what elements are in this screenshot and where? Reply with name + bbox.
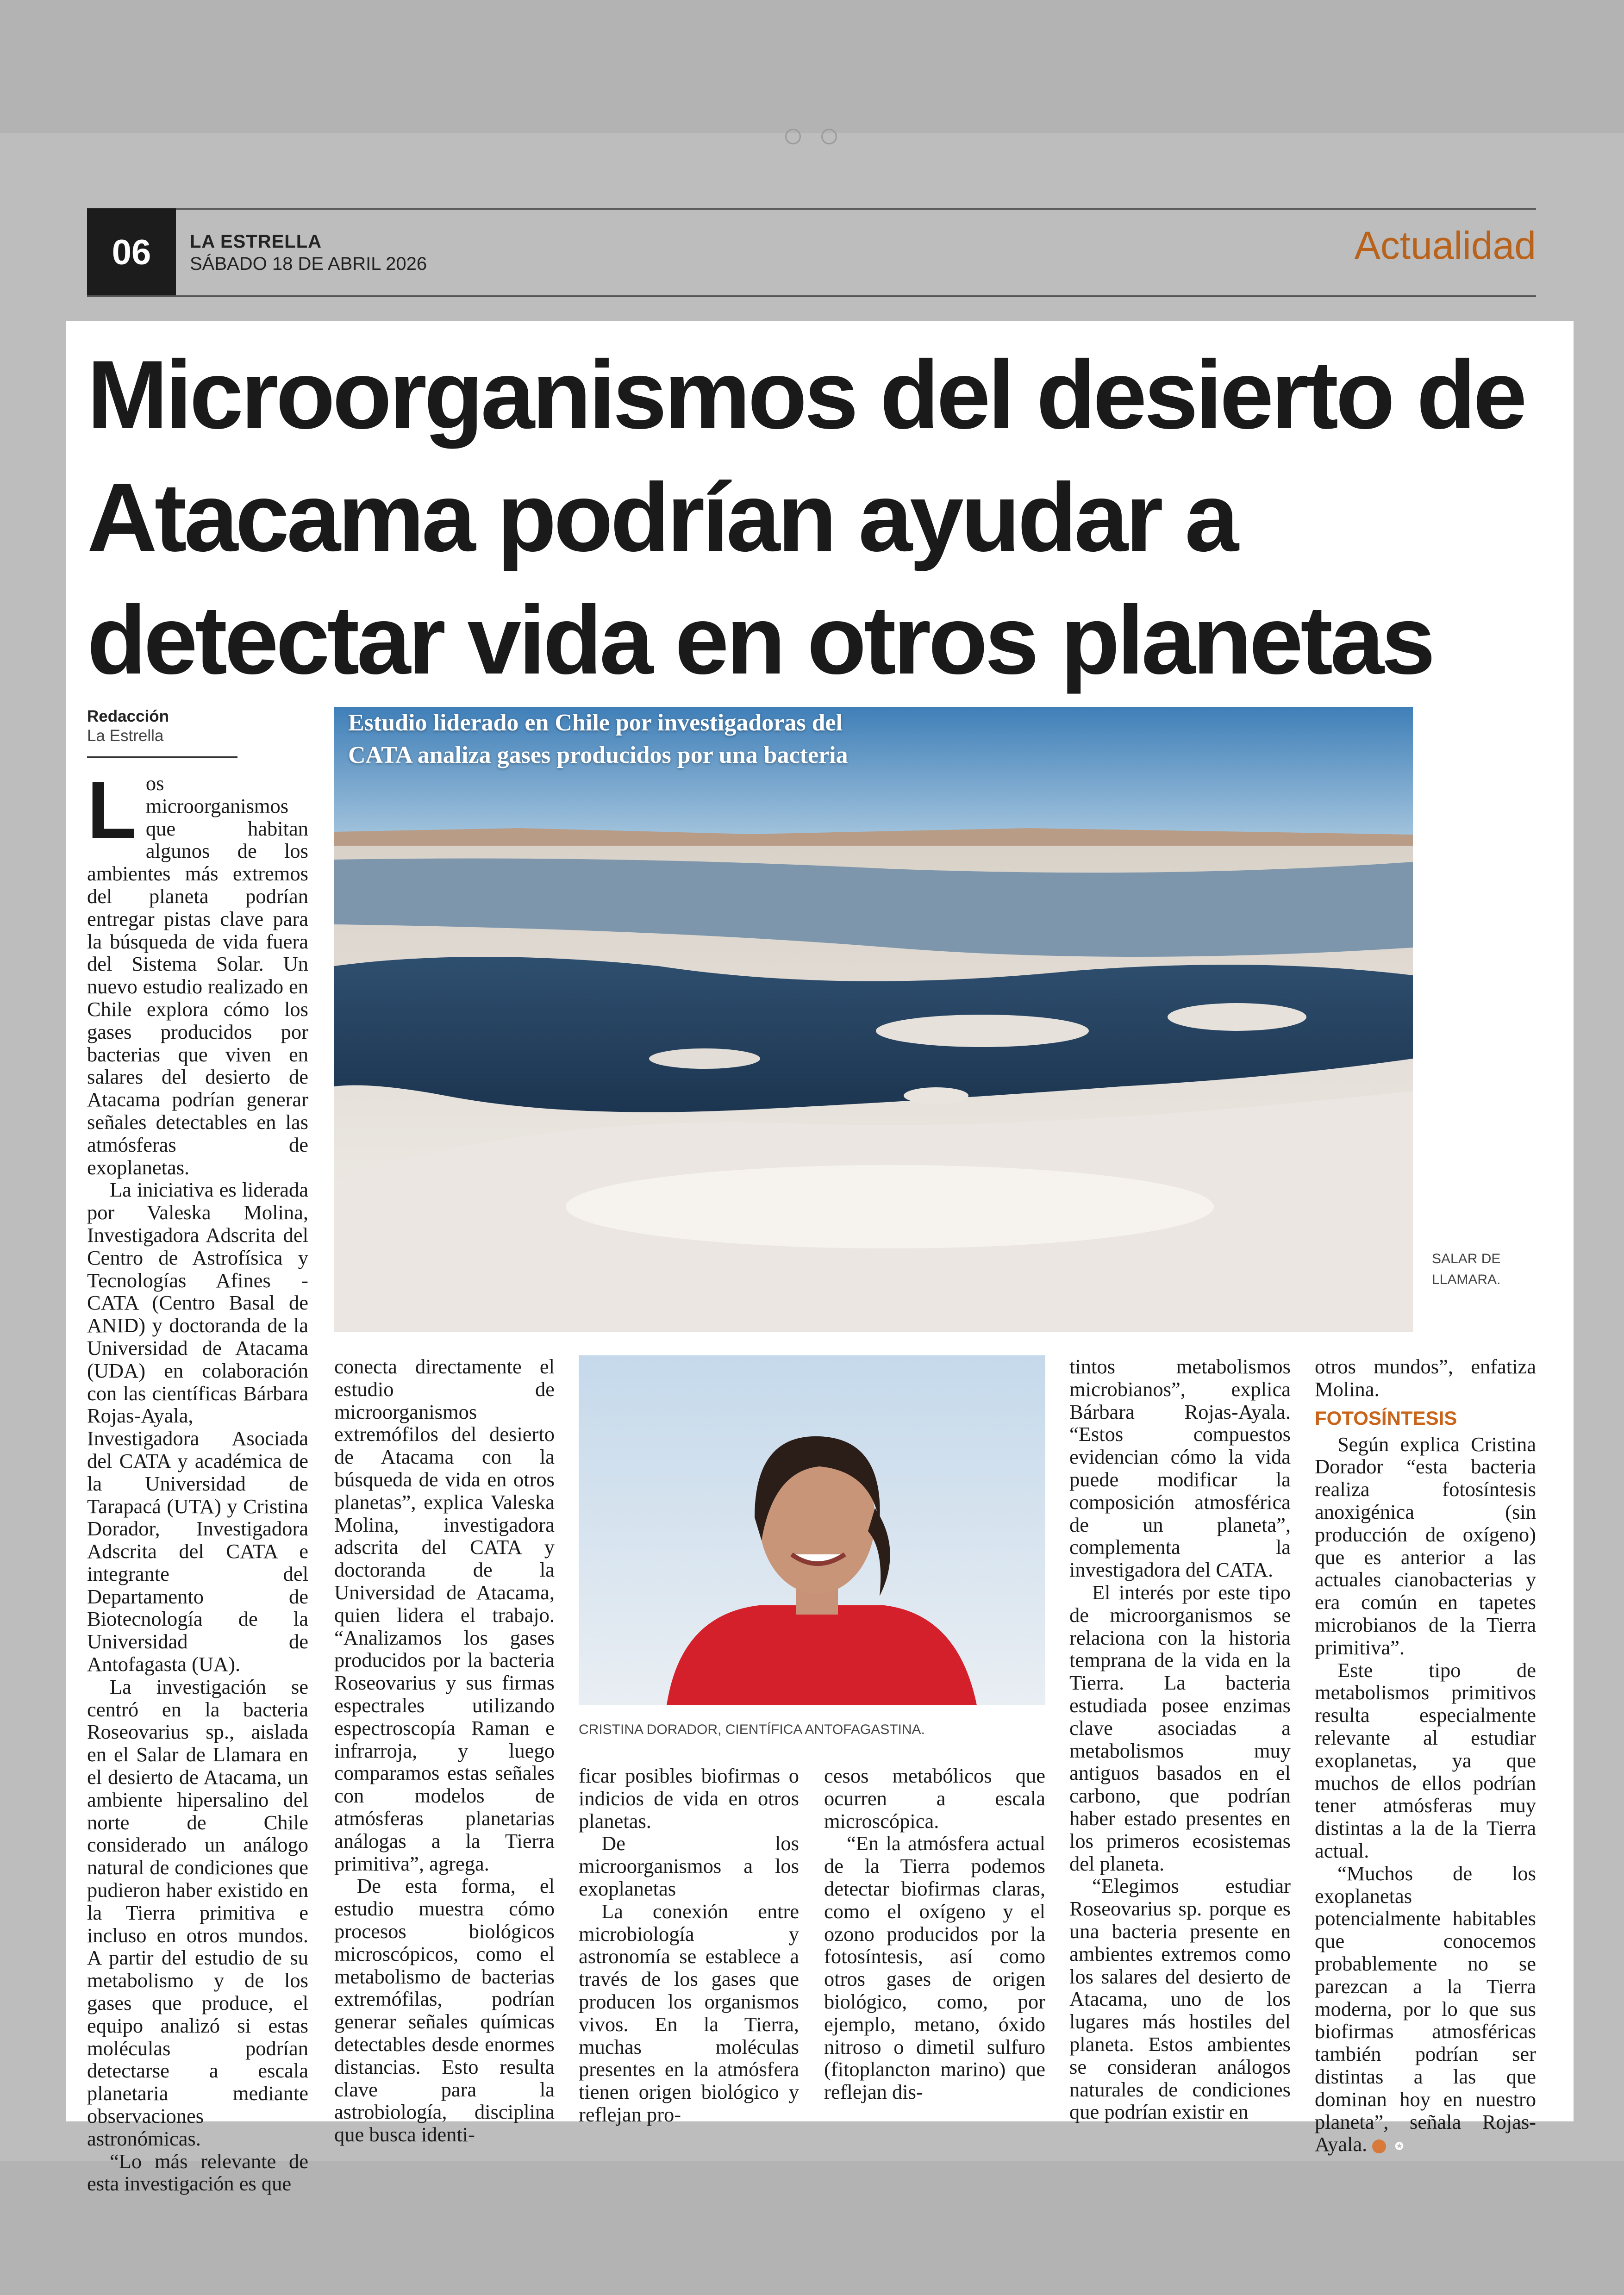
paragraph: La investigación se centró en la bacteria Roseovarius sp., aislada en el Salar de Llamara en el desierto de Atacama, un ambiente hipersalino del norte de Chile considerado un análogo natural de condiciones que pudieron haber existido en la Tierra primitiva e incluso en otros mundos. A partir del estudio de su metabolismo y de los gases que produce, el equipo analizó si estas moléculas podrían detectarse a escala planetaria mediante observaciones astronómicas. bbox=[87, 1675, 308, 2150]
paragraph bbox=[1315, 1862, 1536, 2156]
text-column-1 bbox=[87, 765, 308, 2195]
text-column-5 bbox=[1069, 1355, 1291, 2123]
pager-dot-icon[interactable] bbox=[785, 129, 801, 144]
byline-outlet: La Estrella bbox=[87, 727, 164, 745]
paragraph: conecta directamente el estudio de microorganismos extremófilos del desierto de Atacama con la búsqueda de vida en otros planetas”, explica Valeska Molina, investigadora adscrita del CATA y doctoranda de la Universidad de Atacama, quien lidera el trabajo. “Analizamos los gases producidos por la bacteria Roseovarius y sus firmas espectrales utilizando espectroscopía Raman e infrarroja, y luego comparamos estas señales con modelos de atmósferas planetarias análogas a la Tierra primitiva”, agrega. bbox=[334, 1355, 555, 1875]
salar-landscape-icon bbox=[334, 707, 1413, 1332]
paragraph: tintos metabolismos microbianos”, explica Bárbara Rojas-Ayala. “Estos compuestos evidencian cómo la vida puede modificar la composición atmosférica de un planeta”, complementa la investigadora del CATA. bbox=[1069, 1355, 1291, 1582]
inline-subhead: De los microorganismos a los exoplanetas bbox=[579, 1832, 799, 1900]
paragraph: La conexión entre microbiología y astronomía se establece a través de los gases que producen los organismos vivos. En la Tierra, muchas moléculas presentes en la atmósfera tienen origen biológico y reflejan pro- bbox=[579, 1899, 799, 2126]
photo-kicker: Estudio liderado en Chile por investigadoras del CATA analiza gases producidos por una bacteria bbox=[348, 710, 848, 768]
byline-rule bbox=[87, 756, 237, 758]
page-number: 06 bbox=[87, 208, 176, 296]
paragraph bbox=[87, 765, 308, 1179]
issue-date: SÁBADO 18 DE ABRIL 2026 bbox=[190, 254, 427, 274]
portrait-person-icon bbox=[579, 1355, 1045, 1705]
paragraph: Este tipo de metabolismos primitivos resulta especialmente relevante al estudiar exoplanetas, ya que muchos de ellos podrían tener atmósferas muy distintas a la de la Tierra actual. bbox=[1315, 1658, 1536, 1862]
section-label: Actualidad bbox=[1354, 224, 1536, 267]
paragraph: “En la atmósfera actual de la Tierra podemos detectar biofirmas claras, como el oxígeno y el ozono producidos por la fotosíntesis, así como otros gases de origen biológico, como, por ejemplo, metano, óxido nitroso o dimetil sulfuro (fitoplancton marino) que reflejan dis- bbox=[824, 1832, 1045, 2104]
pager-dot-icon[interactable] bbox=[821, 129, 837, 144]
end-of-article-icon: ✪ bbox=[1372, 2139, 1386, 2153]
newspaper-name: LA ESTRELLA bbox=[190, 231, 322, 252]
text-column-3 bbox=[579, 1765, 799, 2126]
portrait-caption: CRISTINA DORADOR, CIENTÍFICA ANTOFAGASTINA. bbox=[579, 1722, 925, 1737]
portrait-photo bbox=[579, 1355, 1045, 1705]
section-subhead: FOTOSÍNTESIS bbox=[1315, 1407, 1457, 1429]
paragraph: “Elegimos estudiar Roseovarius sp. porque es una bacteria presente en ambientes extremos como los salares del desierto de Atacama, uno de los lugares más hostiles del planeta. Estos ambientes se consideran análogos naturales de condiciones que podrían existir en bbox=[1069, 1874, 1291, 2124]
text-column-2 bbox=[334, 1355, 555, 2146]
header-top-rule bbox=[87, 208, 1536, 210]
paragraph: ficar posibles biofirmas o indicios de vida en otros planetas. bbox=[579, 1764, 799, 1833]
paragraph-text: “Muchos de los exoplanetas potencialmente habitables que conocemos probablemente no se parezcan a la Tierra moderna, por lo que sus biofirmas atmosféricas también podrían ser distintas a las que dominan hoy en nuestro planeta”, señala Rojas-Ayala. bbox=[1315, 1861, 1536, 2156]
headline: Microorganismos del desierto de Atacama podrían ayudar a detectar vida en otros planetas bbox=[87, 340, 1524, 694]
salar-photo bbox=[334, 707, 1413, 1332]
text-column-4 bbox=[824, 1765, 1045, 2103]
byline-author: Redacción bbox=[87, 707, 169, 725]
paragraph: De esta forma, el estudio muestra cómo procesos biológicos microscópicos, como el metabolismo de bacterias extremófilas, podrían generar señales químicas detectables desde enormes distancias. Esto resulta clave para la astrobiología, disciplina que busca identi- bbox=[334, 1874, 555, 2146]
photo-caption: SALAR DE LLAMARA. bbox=[1432, 1251, 1501, 1287]
paragraph: cesos metabólicos que ocurren a escala microscópica. bbox=[824, 1764, 1045, 1833]
header-bottom-rule bbox=[87, 295, 1536, 297]
text-column-6 bbox=[1315, 1355, 1536, 2156]
paragraph-text: os microorganismos que habitan algunos de los ambientes más extremos del planeta podrían entregar pistas clave para la búsqueda de vida fuera del Sistema Solar. Un nuevo estudio realizado en Chile explora cómo los gases producidos por bacterias que viven en salares del desierto de Atacama podrían generar señales detectables en las atmósferas de exoplanetas. bbox=[87, 772, 308, 1179]
paragraph: La iniciativa es liderada por Valeska Molina, Investigadora Adscrita del Centro de Astrofísica y Tecnologías Afines - CATA (Centro Basal de ANID) y doctoranda de la Universidad de Atacama (UDA) en colaboración con las científicas Bárbara Rojas-Ayala, Investigadora Asociada del CATA y académica de la Universidad de Tarapacá (UTA) y Cristina Dorador, Investigadora Adscrita del CATA e integrante del Departamento de Biotecnología de la Universidad de Antofagasta (UA). bbox=[87, 1178, 308, 1676]
drop-cap: L bbox=[87, 765, 137, 855]
paragraph: Según explica Cristina Dorador “esta bacteria realiza fotosíntesis anoxigénica (sin producción de oxígeno) que es anterior a las actuales cianobacterias y era común en tapetes microbianos de la Tierra primitiva”. bbox=[1315, 1432, 1536, 1659]
paragraph: “Lo más relevante de esta investigación es que bbox=[87, 2149, 308, 2195]
paragraph: otros mundos”, enfatiza Molina. bbox=[1315, 1355, 1536, 1401]
paragraph: El interés por este tipo de microorganismos se relaciona con la historia temprana de la vida en la Tierra. La bacteria estudiada posee enzimas clave asociadas a metabolismos muy antiguos basados en el carbono, que podrían haber estado presentes en los primeros ecosistemas del planeta. bbox=[1069, 1580, 1291, 1875]
